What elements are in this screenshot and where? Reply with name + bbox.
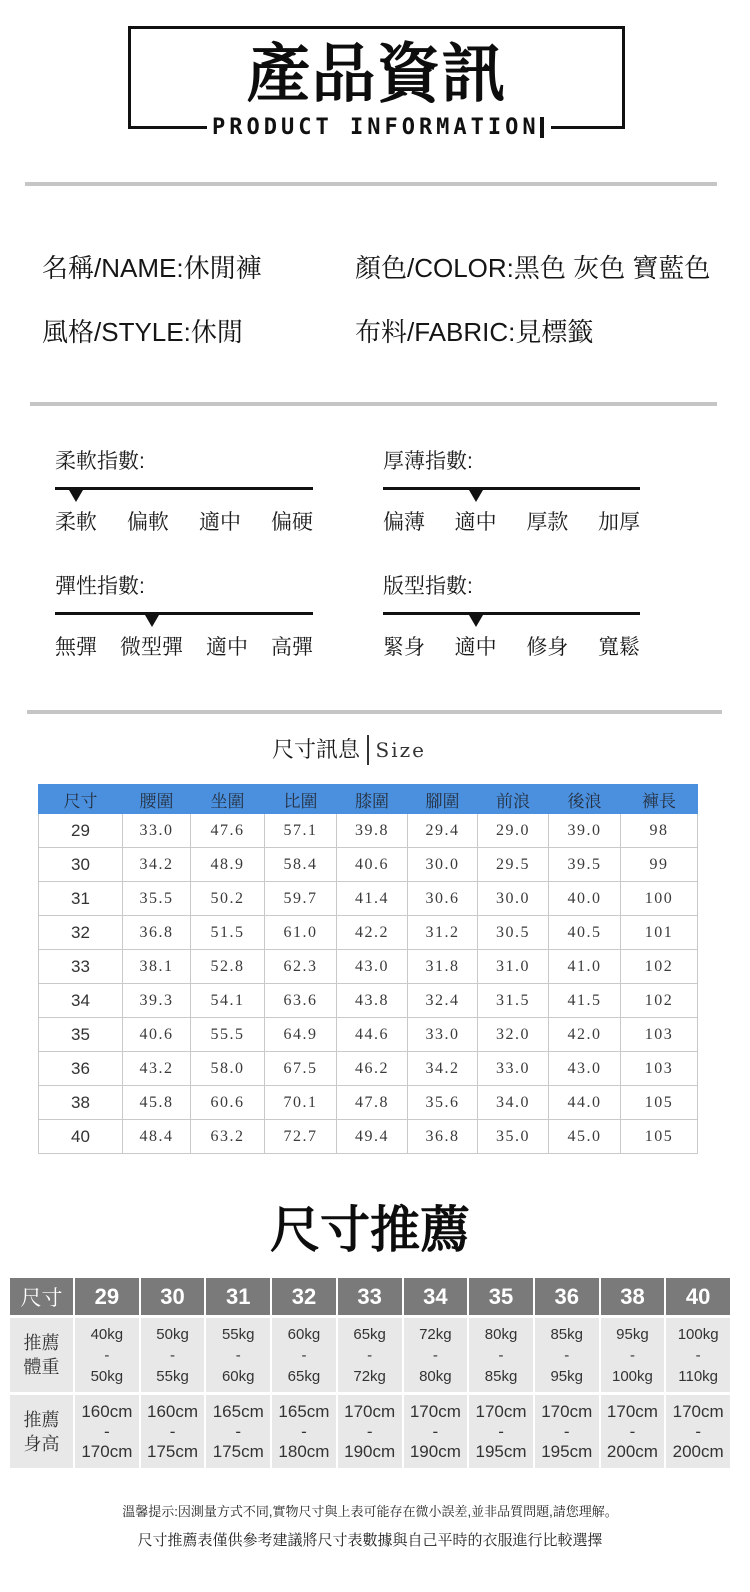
measure-cell: 34.2 xyxy=(123,848,191,882)
index-option: 適中 xyxy=(454,511,497,534)
measure-cell: 57.1 xyxy=(265,814,337,848)
height-range-cell xyxy=(535,1395,599,1468)
height-range-cell xyxy=(141,1395,205,1468)
range-from: 40kg xyxy=(90,1325,124,1343)
table-row xyxy=(39,1052,698,1086)
table-row xyxy=(39,1120,698,1154)
measure-cell: 62.3 xyxy=(265,950,337,984)
weight-range-cell xyxy=(141,1318,205,1392)
triangle-marker-icon xyxy=(469,490,483,502)
header-frame-bottom-right xyxy=(551,126,625,129)
measure-cell: 39.3 xyxy=(123,984,191,1018)
table-row xyxy=(39,950,698,984)
weight-range-cell xyxy=(469,1318,533,1392)
height-range-cell xyxy=(404,1395,468,1468)
index-option: 適中 xyxy=(199,511,241,534)
label-line: 身高 xyxy=(23,1433,60,1454)
range-separator: - xyxy=(301,1346,307,1364)
index-option: 無彈 xyxy=(55,636,97,659)
range-to: 200cm xyxy=(672,1441,724,1461)
range-to: 80kg xyxy=(419,1367,452,1385)
size-cell: 31 xyxy=(39,882,123,916)
recommend-size-label: 尺寸 xyxy=(10,1278,73,1315)
measure-cell: 100 xyxy=(621,882,698,916)
range-separator: - xyxy=(498,1346,504,1364)
height-range-cell xyxy=(601,1395,665,1468)
range-from: 72kg xyxy=(419,1325,452,1343)
measure-cell: 45.0 xyxy=(549,1120,621,1154)
range-from: 165cm xyxy=(278,1401,330,1421)
recommend-size-header: 32 xyxy=(272,1278,336,1315)
measure-cell: 31.0 xyxy=(478,950,549,984)
size-title-en: Size xyxy=(375,738,426,762)
index-options xyxy=(55,634,313,662)
measure-cell: 47.8 xyxy=(337,1086,408,1120)
range-to: 110kg xyxy=(678,1367,719,1385)
range-to: 100kg xyxy=(612,1367,653,1385)
measure-cell: 49.4 xyxy=(337,1120,408,1154)
range-from: 50kg xyxy=(156,1325,189,1343)
range-from: 95kg xyxy=(616,1325,649,1343)
measure-cell: 52.8 xyxy=(191,950,265,984)
size-table-body xyxy=(39,814,698,1154)
index-option: 柔軟 xyxy=(55,511,97,534)
recommend-size-header: 35 xyxy=(469,1278,533,1315)
measure-cell: 39.8 xyxy=(337,814,408,848)
range-from: 65kg xyxy=(353,1325,386,1343)
table-row xyxy=(39,1086,698,1120)
size-table-header-row xyxy=(39,785,698,814)
index-fit xyxy=(383,573,640,665)
range-separator: - xyxy=(301,1421,307,1441)
measure-cell: 35.6 xyxy=(408,1086,478,1120)
index-option: 偏硬 xyxy=(271,511,313,534)
height-range-cell xyxy=(206,1395,270,1468)
range-to: 195cm xyxy=(475,1441,527,1461)
range-from: 160cm xyxy=(147,1401,199,1421)
recommend-size-header: 40 xyxy=(666,1278,730,1315)
measure-cell: 29.5 xyxy=(478,848,549,882)
range-from: 165cm xyxy=(212,1401,264,1421)
height-range-cell xyxy=(469,1395,533,1468)
range-to: 95kg xyxy=(550,1367,583,1385)
size-column-header: 坐圍 xyxy=(191,785,265,814)
index-option: 緊身 xyxy=(383,636,425,659)
measure-cell: 35.0 xyxy=(478,1120,549,1154)
header-frame-bottom-left xyxy=(128,126,207,129)
measure-cell: 45.8 xyxy=(123,1086,191,1120)
size-cell: 38 xyxy=(39,1086,123,1120)
measure-cell: 58.4 xyxy=(265,848,337,882)
size-table-head xyxy=(39,785,698,814)
measure-cell: 38.1 xyxy=(123,950,191,984)
range-from: 170cm xyxy=(409,1401,461,1421)
range-separator: - xyxy=(629,1346,635,1364)
height-range-cell xyxy=(75,1395,139,1468)
measure-cell: 29.4 xyxy=(408,814,478,848)
index-options xyxy=(383,634,640,662)
table-row xyxy=(39,1018,698,1052)
index-scale-line xyxy=(55,487,313,490)
measure-cell: 63.6 xyxy=(265,984,337,1018)
index-label: 柔軟指數: xyxy=(55,450,145,473)
measure-cell: 36.8 xyxy=(123,916,191,950)
measure-cell: 105 xyxy=(621,1086,698,1120)
triangle-marker-icon xyxy=(469,615,483,627)
measure-cell: 43.0 xyxy=(337,950,408,984)
recommend-size-header: 38 xyxy=(601,1278,665,1315)
index-scale-line xyxy=(55,612,313,615)
size-column-header: 褲長 xyxy=(621,785,698,814)
range-from: 170cm xyxy=(541,1401,593,1421)
measure-cell: 34.2 xyxy=(408,1052,478,1086)
measure-cell: 40.5 xyxy=(549,916,621,950)
label-line: 體重 xyxy=(23,1357,60,1377)
measure-cell: 44.0 xyxy=(549,1086,621,1120)
range-separator: - xyxy=(367,1346,373,1364)
measure-cell: 31.8 xyxy=(408,950,478,984)
recommend-title: 尺寸推薦 xyxy=(270,1202,470,1258)
weight-range-cell xyxy=(272,1318,336,1392)
range-from: 170cm xyxy=(672,1401,724,1421)
index-option: 加厚 xyxy=(597,511,640,534)
measure-cell: 59.7 xyxy=(265,882,337,916)
measure-cell: 70.1 xyxy=(265,1086,337,1120)
range-separator: - xyxy=(629,1421,636,1441)
divider-top xyxy=(25,182,717,186)
recommend-size-header: 33 xyxy=(338,1278,402,1315)
range-from: 160cm xyxy=(81,1401,133,1421)
measure-cell: 55.5 xyxy=(191,1018,265,1052)
range-to: 175cm xyxy=(212,1441,264,1461)
measure-cell: 35.5 xyxy=(123,882,191,916)
range-to: 55kg xyxy=(156,1367,189,1385)
measure-cell: 48.4 xyxy=(123,1120,191,1154)
divider-indices xyxy=(27,710,722,714)
range-from: 170cm xyxy=(344,1401,396,1421)
weight-range-cell xyxy=(338,1318,402,1392)
size-column-header: 尺寸 xyxy=(39,785,123,814)
measure-cell: 40.6 xyxy=(123,1018,191,1052)
measure-cell: 54.1 xyxy=(191,984,265,1018)
range-to: 85kg xyxy=(484,1367,518,1385)
index-scale-line xyxy=(383,612,640,615)
index-option: 厚款 xyxy=(526,511,569,534)
index-label: 彈性指數: xyxy=(55,575,145,598)
range-separator: - xyxy=(169,1421,176,1441)
range-to: 170cm xyxy=(81,1441,133,1461)
range-separator: - xyxy=(498,1421,504,1441)
size-column-header: 腰圍 xyxy=(123,785,191,814)
recommend-disclaimer: 尺寸推薦表僅供參考建議將尺寸表數據與自己平時的衣服進行比較選擇 xyxy=(137,1532,603,1549)
measure-cell: 98 xyxy=(621,814,698,848)
measure-cell: 48.9 xyxy=(191,848,265,882)
info-style: 風格/STYLE:休閒 xyxy=(42,317,243,347)
info-color: 顏色/COLOR:黑色 灰色 寶藍色 xyxy=(355,253,711,283)
index-softness xyxy=(55,448,313,540)
measure-cell: 42.2 xyxy=(337,916,408,950)
label-line: 推薦 xyxy=(23,1409,60,1430)
table-row xyxy=(39,916,698,950)
weight-range-cell xyxy=(206,1318,270,1392)
measure-cell: 32.0 xyxy=(478,1018,549,1052)
range-from: 60kg xyxy=(287,1325,321,1343)
measure-cell: 105 xyxy=(621,1120,698,1154)
index-option: 適中 xyxy=(206,636,248,659)
range-separator: - xyxy=(170,1346,176,1364)
measure-cell: 43.0 xyxy=(549,1052,621,1086)
recommend-size-header: 29 xyxy=(75,1278,139,1315)
size-section-title xyxy=(272,734,426,766)
range-to: 65kg xyxy=(287,1367,321,1385)
label-line: 推薦 xyxy=(23,1333,60,1353)
index-scale-line xyxy=(383,487,640,490)
range-separator: - xyxy=(235,1346,241,1364)
measure-cell: 51.5 xyxy=(191,916,265,950)
range-separator: - xyxy=(235,1421,242,1441)
index-options xyxy=(55,509,313,537)
weight-range-cell xyxy=(535,1318,599,1392)
range-from: 100kg xyxy=(677,1325,719,1343)
measure-cell: 101 xyxy=(621,916,698,950)
measure-cell: 31.5 xyxy=(478,984,549,1018)
info-fabric: 布料/FABRIC:見標籤 xyxy=(355,317,594,347)
height-range-cell xyxy=(338,1395,402,1468)
recommend-size-header: 36 xyxy=(535,1278,599,1315)
size-column-header: 前浪 xyxy=(478,785,549,814)
recommend-size-header: 30 xyxy=(141,1278,205,1315)
range-to: 60kg xyxy=(221,1367,255,1385)
index-option: 適中 xyxy=(454,636,497,659)
measure-cell: 102 xyxy=(621,950,698,984)
triangle-marker-icon xyxy=(69,490,83,502)
measure-cell: 103 xyxy=(621,1018,698,1052)
index-option: 寬鬆 xyxy=(597,636,640,659)
measure-cell: 40.6 xyxy=(337,848,408,882)
measure-cell: 32.4 xyxy=(408,984,478,1018)
size-cell: 32 xyxy=(39,916,123,950)
recommend-size-header: 34 xyxy=(404,1278,468,1315)
index-option: 微型彈 xyxy=(120,636,183,659)
size-title-separator xyxy=(367,735,369,765)
size-cell: 29 xyxy=(39,814,123,848)
measure-cell: 29.0 xyxy=(478,814,549,848)
info-name: 名稱/NAME:休閒褲 xyxy=(42,253,262,283)
recommend-height-label xyxy=(10,1395,73,1468)
range-separator: - xyxy=(366,1421,373,1441)
range-to: 190cm xyxy=(409,1441,461,1461)
table-row xyxy=(39,984,698,1018)
size-column-header: 後浪 xyxy=(549,785,621,814)
size-cell: 30 xyxy=(39,848,123,882)
range-to: 190cm xyxy=(344,1441,396,1461)
index-label: 厚薄指數: xyxy=(383,450,473,473)
measure-cell: 67.5 xyxy=(265,1052,337,1086)
measure-cell: 36.8 xyxy=(408,1120,478,1154)
weight-range-cell xyxy=(666,1318,730,1392)
table-row xyxy=(39,848,698,882)
size-column-header: 腳圍 xyxy=(408,785,478,814)
range-separator: - xyxy=(695,1421,701,1441)
measure-cell: 103 xyxy=(621,1052,698,1086)
range-separator: - xyxy=(432,1421,439,1441)
measure-cell: 33.0 xyxy=(408,1018,478,1052)
measure-cell: 64.9 xyxy=(265,1018,337,1052)
measure-cell: 46.2 xyxy=(337,1052,408,1086)
table-row xyxy=(39,882,698,916)
measure-cell: 72.7 xyxy=(265,1120,337,1154)
measure-cell: 58.0 xyxy=(191,1052,265,1086)
measure-cell: 39.0 xyxy=(549,814,621,848)
range-to: 195cm xyxy=(541,1441,593,1461)
size-cell: 35 xyxy=(39,1018,123,1052)
size-cell: 40 xyxy=(39,1120,123,1154)
measure-cell: 30.0 xyxy=(408,848,478,882)
measure-cell: 40.0 xyxy=(549,882,621,916)
measure-cell: 34.0 xyxy=(478,1086,549,1120)
measure-cell: 102 xyxy=(621,984,698,1018)
measure-cell: 43.8 xyxy=(337,984,408,1018)
range-separator: - xyxy=(564,1346,570,1364)
page-title: 產品資訊 xyxy=(246,38,507,110)
range-separator: - xyxy=(695,1346,701,1364)
height-range-cell xyxy=(272,1395,336,1468)
measure-cell: 33.0 xyxy=(478,1052,549,1086)
index-option: 高彈 xyxy=(271,636,313,659)
range-separator: - xyxy=(104,1421,110,1441)
range-from: 85kg xyxy=(550,1325,583,1343)
measure-cell: 33.0 xyxy=(123,814,191,848)
measure-cell: 30.6 xyxy=(408,882,478,916)
measurement-tip: 溫馨提示:因測量方式不同,實物尺寸與上表可能存在微小誤差,並非品質問題,請您理解。 xyxy=(122,1504,618,1519)
index-option: 修身 xyxy=(526,636,569,659)
weight-range-cell xyxy=(404,1318,468,1392)
measure-cell: 50.2 xyxy=(191,882,265,916)
size-cell: 33 xyxy=(39,950,123,984)
divider-info xyxy=(30,402,717,406)
measure-cell: 41.0 xyxy=(549,950,621,984)
size-column-header: 比圍 xyxy=(265,785,337,814)
range-to: 180cm xyxy=(278,1441,330,1461)
range-from: 170cm xyxy=(475,1401,527,1421)
recommend-table xyxy=(10,1278,730,1468)
measure-cell: 41.4 xyxy=(337,882,408,916)
measure-cell: 60.6 xyxy=(191,1086,265,1120)
index-label: 版型指數: xyxy=(383,575,473,598)
index-option: 偏軟 xyxy=(127,511,169,534)
measure-cell: 47.6 xyxy=(191,814,265,848)
measure-cell: 39.5 xyxy=(549,848,621,882)
size-cell: 36 xyxy=(39,1052,123,1086)
range-to: 200cm xyxy=(606,1441,658,1461)
range-separator: - xyxy=(563,1421,570,1441)
range-to: 175cm xyxy=(147,1441,199,1461)
range-to: 50kg xyxy=(90,1367,124,1385)
height-range-cell xyxy=(666,1395,730,1468)
size-cell: 34 xyxy=(39,984,123,1018)
measure-cell: 31.2 xyxy=(408,916,478,950)
measure-cell: 99 xyxy=(621,848,698,882)
range-to: 72kg xyxy=(353,1367,386,1385)
recommend-weight-label xyxy=(10,1318,73,1392)
measure-cell: 41.5 xyxy=(549,984,621,1018)
index-elasticity xyxy=(55,573,313,665)
measure-cell: 43.2 xyxy=(123,1052,191,1086)
weight-range-cell xyxy=(75,1318,139,1392)
range-from: 170cm xyxy=(606,1401,658,1421)
subtitle-end-bar xyxy=(540,117,544,138)
recommend-size-header: 31 xyxy=(206,1278,270,1315)
size-title-zh: 尺寸訊息 xyxy=(272,737,361,762)
measure-cell: 42.0 xyxy=(549,1018,621,1052)
page-subtitle: PRODUCT INFORMATION xyxy=(212,115,540,140)
measure-cell: 30.5 xyxy=(478,916,549,950)
size-table xyxy=(38,784,698,1154)
measure-cell: 61.0 xyxy=(265,916,337,950)
size-column-header: 膝圍 xyxy=(337,785,408,814)
range-separator: - xyxy=(432,1346,438,1364)
range-from: 80kg xyxy=(484,1325,518,1343)
measure-cell: 30.0 xyxy=(478,882,549,916)
weight-range-cell xyxy=(601,1318,665,1392)
measure-cell: 63.2 xyxy=(191,1120,265,1154)
table-row xyxy=(39,814,698,848)
index-option: 偏薄 xyxy=(383,511,425,534)
range-separator: - xyxy=(104,1346,110,1364)
measure-cell: 44.6 xyxy=(337,1018,408,1052)
range-from: 55kg xyxy=(221,1325,255,1343)
index-options xyxy=(383,509,640,537)
index-thickness xyxy=(383,448,640,540)
triangle-marker-icon xyxy=(145,615,159,627)
